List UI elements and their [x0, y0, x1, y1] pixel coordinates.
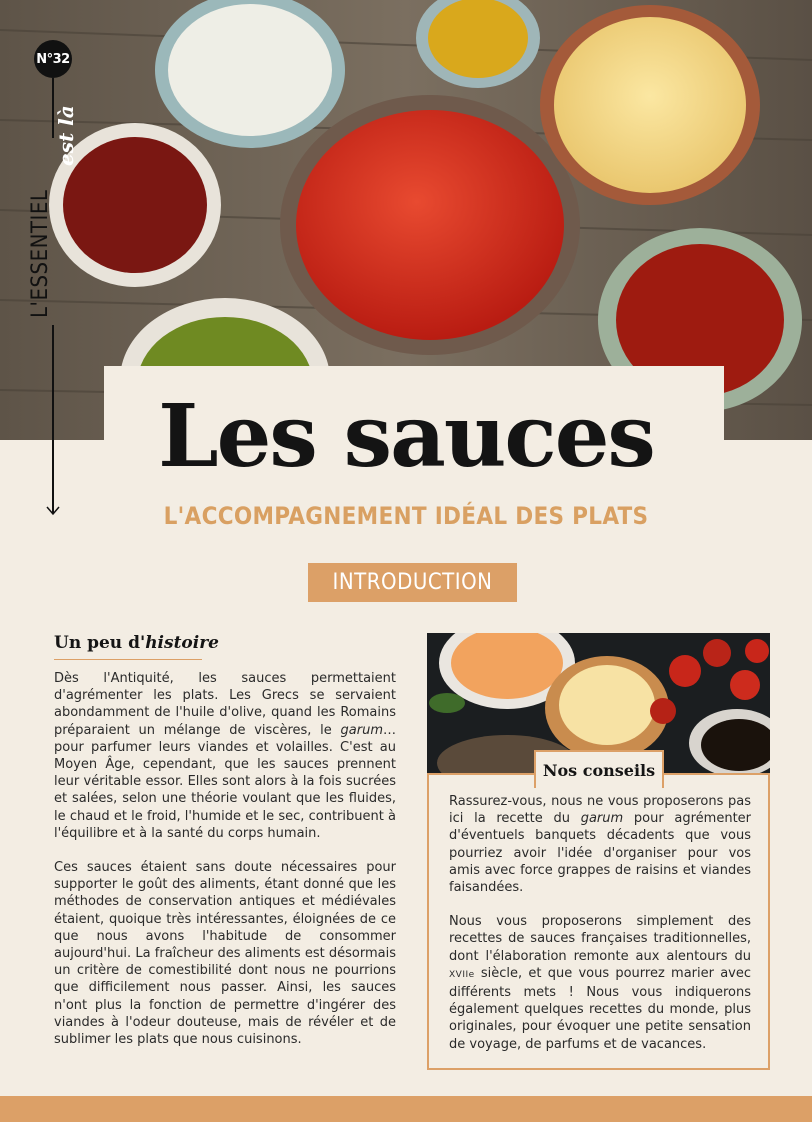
- advice-p1-b: pour agrémenter d'éventuels banquets décadents que vous pourriez avoir l'idée d'organiser pour vos amis avec force grappes de raisins et viandes faisandées.: [449, 811, 752, 896]
- advice-body: [449, 793, 751, 1070]
- issue-badge: [34, 40, 72, 78]
- section-tag-introduction: INTRODUCTION: [308, 563, 517, 602]
- history-p1-b: … pour parfumer leurs viandes et volailles. C'est au Moyen Âge, cependant, que les sauces prennent leur véritable essor. Elles sont alors à la fois sucrées et salées, selon une théorie voulant que les fluides, le chaud et le froid, l'humide et le sec, contribuent à l'équilibre et à la santé du corps humain.: [54, 722, 396, 841]
- history-body: [54, 670, 396, 1065]
- series-label: [6, 105, 96, 318]
- history-heading-prefix: Un peu d': [54, 633, 146, 653]
- issue-number: 32: [52, 51, 70, 67]
- series-script-text: est là: [54, 105, 78, 166]
- history-paragraph-2: Ces sauces étaient sans doute nécessaires pour supporter le goût des aliments, étant donné que les méthodes de conservation antiques et médiévales étaient, quoique très intéressantes, éloignées de ce que nous avons l'habitude de consommer aujourd'hui. La fraîcheur des aliments est désormais un critère de comestibilité dont nous ne pourrions que difficilement nous passer. Ainsi, les sauces n'ont plus la fonction de permettre d'ingérer des viandes à l'odeur douteuse, mais de révéler et de sublimer les plats que nous cuisinons.: [54, 860, 396, 1048]
- history-heading: [54, 633, 219, 653]
- history-p1-em: garum: [340, 722, 383, 738]
- advice-paragraph-2: [449, 913, 751, 1053]
- footer-bar: [0, 1096, 812, 1122]
- page-subtitle: L'ACCOMPAGNEMENT IDÉAL DES PLATS: [163, 502, 649, 530]
- advice-p2-century: XVIIe: [449, 969, 475, 980]
- history-p1-a: Dès l'Antiquité, les sauces permettaient d'agrémenter les plats. Les Grecs se servaient abondamment de l'huile d'olive, quand les Romains préparaient un mélange de viscères, le: [54, 671, 396, 738]
- advice-p2-b: siècle, et que vous pourrez marier avec différents mets ! Nous vous indiquerons également quelques recettes du monde, plus originales, pour évoquer une petite sensation de voyage, de parfums et de vacances.: [449, 965, 751, 1052]
- advice-p1-a: Rassurez-vous, nous ne vous proposerons pas ici la recette du: [449, 794, 751, 827]
- issue-prefix: N°: [36, 51, 53, 67]
- page-title: Les sauces: [158, 386, 654, 487]
- history-heading-rule: [54, 659, 202, 660]
- advice-p1-em: garum: [580, 811, 624, 827]
- history-heading-em: histoire: [145, 633, 219, 653]
- series-label-text: L'ESSENTIEL: [28, 189, 53, 318]
- advice-paragraph-1: [449, 793, 751, 896]
- advice-heading: Nos conseils: [534, 750, 664, 788]
- history-paragraph-1: [54, 670, 396, 842]
- advice-p2-a: Nous vous proposerons simplement des recettes de sauces françaises traditionnelles, dont l'élaboration remonte aux alentours du: [449, 914, 751, 964]
